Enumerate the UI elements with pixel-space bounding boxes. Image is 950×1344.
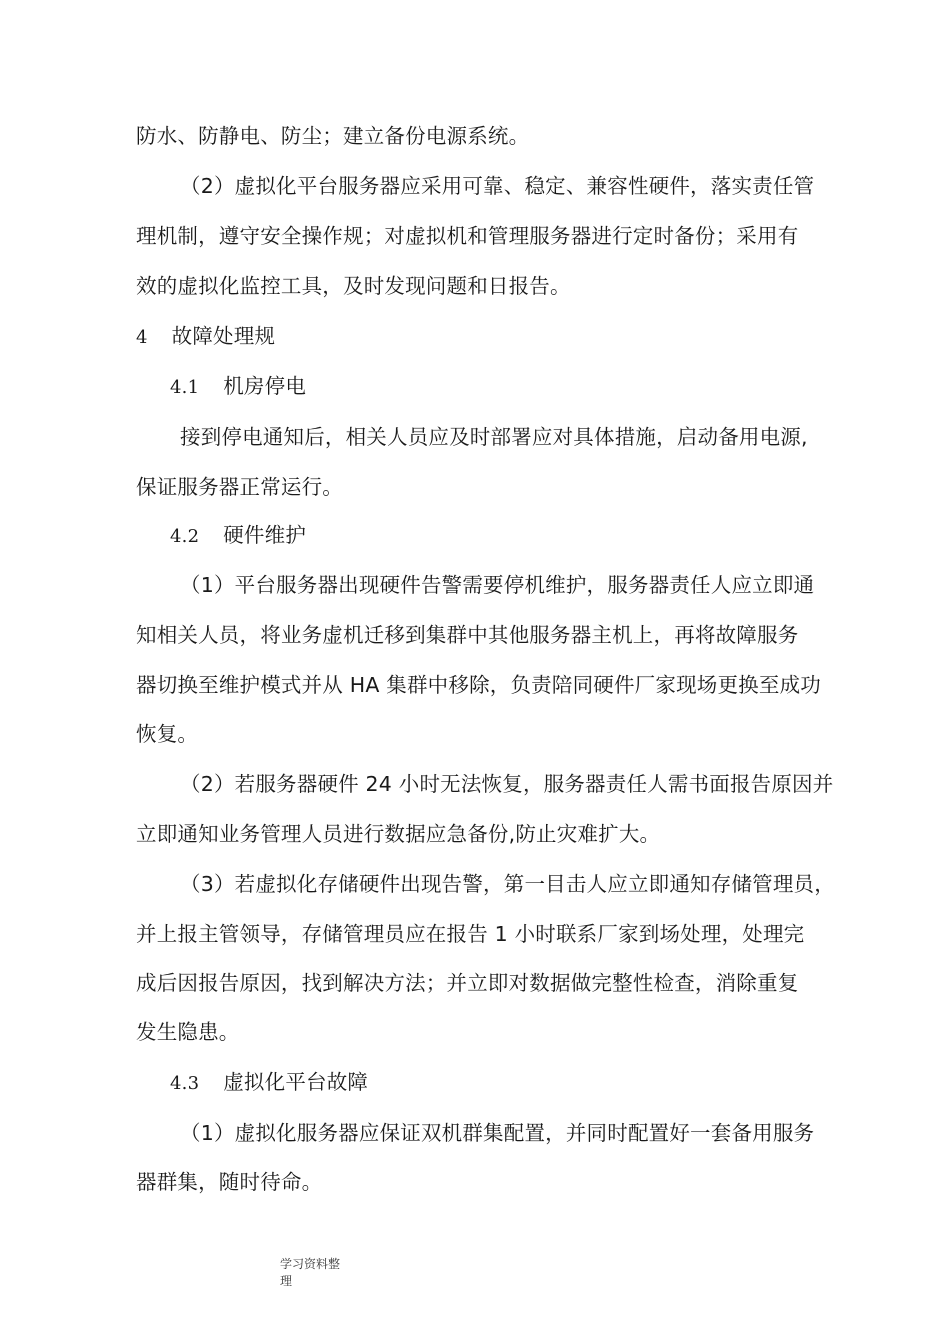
paragraph-line: （2）虚拟化平台服务器应采用可靠、稳定、兼容性硬件，落实责任管 — [180, 174, 815, 198]
footer-text-line: 学习资料整 — [280, 1257, 341, 1271]
page-footer — [280, 1256, 340, 1290]
paragraph-line: （1）平台服务器出现硬件告警需要停机维护，服务器责任人应立即通 — [180, 573, 815, 597]
paragraph-line: 知相关人员，将业务虚机迁移到集群中其他服务器主机上，再将故障服务 — [136, 623, 799, 647]
paragraph-line: 效的虚拟化监控工具，及时发现问题和日报告。 — [136, 274, 571, 298]
section-title: 故障处理规 — [171, 324, 276, 348]
paragraph-line: 器群集，随时待命。 — [136, 1170, 323, 1194]
subsection-heading — [170, 1067, 870, 1099]
paragraph-line: 恢复。 — [136, 722, 199, 746]
paragraph-line: （3）若虚拟化存储硬件出现告警，第一目击人应立即通知存储管理员， — [180, 872, 835, 896]
paragraph-line: 保证服务器正常运行。 — [136, 475, 343, 499]
paragraph-line: 发生隐患。 — [136, 1020, 240, 1044]
paragraph-line: 成后因报告原因，找到解决方法；并立即对数据做完整性检查，消除重复 — [136, 971, 799, 995]
paragraph-line: 接到停电通知后，相关人员应及时部署应对具体措施，启动备用电源, — [180, 425, 808, 449]
subsection-heading — [170, 520, 870, 552]
subsection-title: 硬件维护 — [223, 523, 307, 547]
paragraph-line: 防水、防静电、防尘；建立备份电源系统。 — [136, 124, 530, 148]
section-number: 4 — [136, 327, 148, 348]
footer-text-line: 理 — [280, 1274, 293, 1288]
subsection-number: 4.2 — [170, 526, 200, 547]
subsection-heading — [170, 371, 870, 403]
paragraph-line: 器切换至维护模式并从 HA 集群中移除，负责陪同硬件厂家现场更换至成功 — [136, 673, 821, 697]
paragraph-line: 立即通知业务管理人员进行数据应急备份,防止灾难扩大。 — [136, 822, 661, 846]
paragraph-line: （1）虚拟化服务器应保证双机群集配置，并同时配置好一套备用服务 — [180, 1121, 815, 1145]
section-heading — [136, 321, 836, 353]
paragraph-line: （2）若服务器硬件 24 小时无法恢复，服务器责任人需书面报告原因并 — [180, 772, 834, 796]
subsection-number: 4.1 — [170, 377, 200, 398]
paragraph-line: 理机制，遵守安全操作规；对虚拟机和管理服务器进行定时备份；采用有 — [136, 224, 799, 248]
paragraph-line: 并上报主管领导，存储管理员应在报告 1 小时联系厂家到场处理，处理完 — [136, 922, 805, 946]
subsection-title: 机房停电 — [223, 374, 307, 398]
subsection-title: 虚拟化平台故障 — [223, 1070, 369, 1094]
subsection-number: 4.3 — [170, 1073, 200, 1094]
